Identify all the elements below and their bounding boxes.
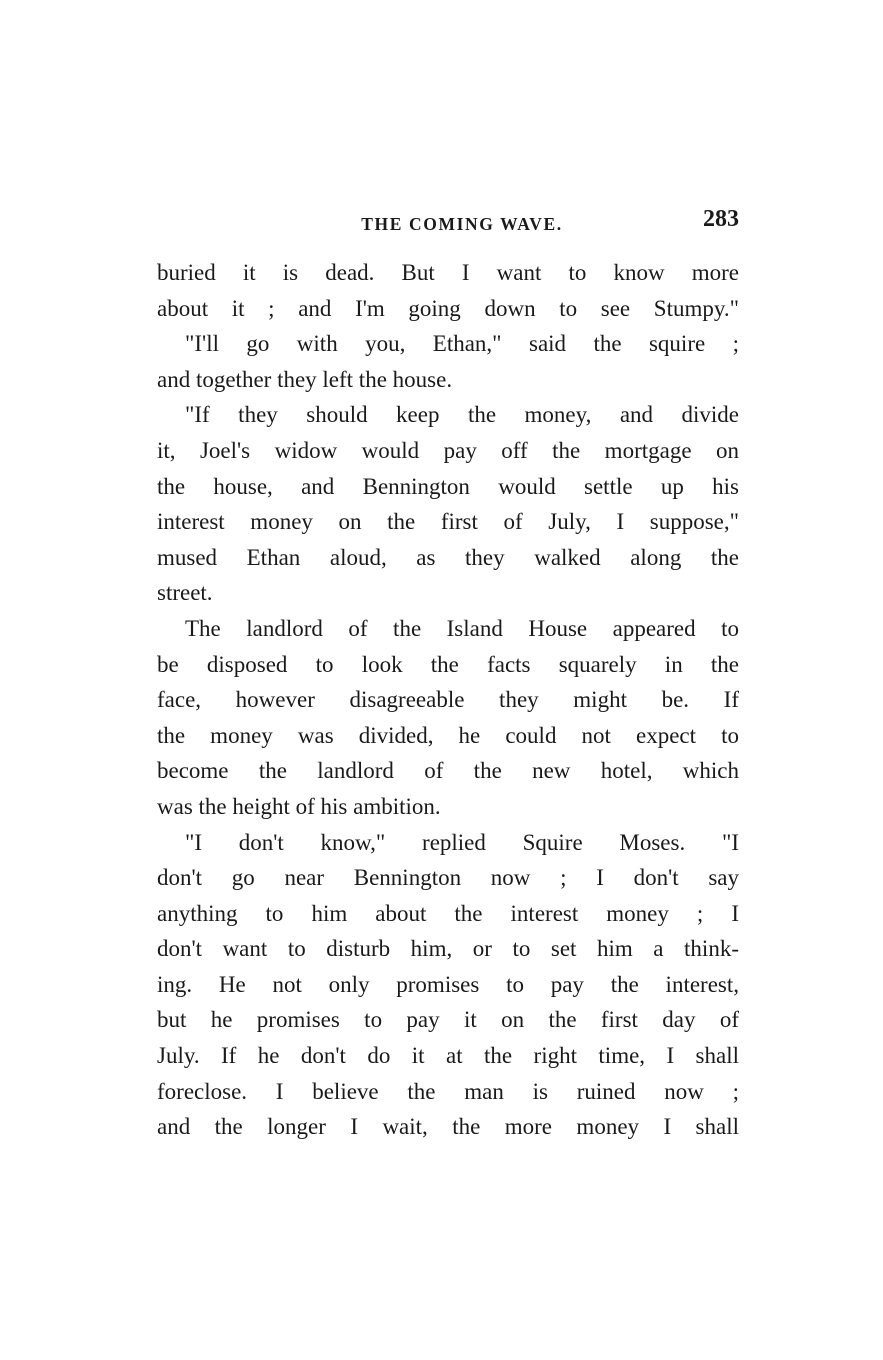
- text-line: was the height of his ambition.: [157, 793, 441, 819]
- text-line: anything to him about the interest money ; I: [157, 900, 739, 926]
- text-line: "If they should keep the money, and divide: [185, 402, 739, 428]
- text-line: and the longer I wait, the more money I shall: [157, 1114, 739, 1140]
- running-title: THE COMING WAVE.: [361, 214, 563, 234]
- text-line: it, Joel's widow would pay off the mortgage on: [157, 437, 739, 463]
- text-line: about it ; and I'm going down to see Stumpy.": [157, 295, 739, 321]
- text-line: the house, and Bennington would settle up his: [157, 473, 739, 499]
- text-line: don't go near Bennington now ; I don't say: [157, 865, 739, 891]
- text-line: The landlord of the Island House appeared to: [185, 615, 739, 641]
- text-line: foreclose. I believe the man is ruined now ;: [157, 1078, 739, 1104]
- text-line: street.: [157, 580, 213, 606]
- text-line: don't want to disturb him, or to set him a think-: [157, 936, 739, 962]
- text-line: the money was divided, he could not expect to: [157, 722, 739, 748]
- text-line: but he promises to pay it on the first day of: [157, 1007, 739, 1033]
- body-text: [157, 255, 739, 1145]
- text-line: interest money on the first of July, I suppose,": [157, 509, 739, 535]
- text-line: July. If he don't do it at the right time, I shall: [157, 1043, 739, 1069]
- text-line: buried it is dead. But I want to know more: [157, 260, 739, 285]
- text-line: be disposed to look the facts squarely in the: [157, 651, 739, 677]
- text-line: "I don't know," replied Squire Moses. "I: [185, 829, 739, 855]
- text-line: "I'll go with you, Ethan," said the squire ;: [185, 331, 739, 357]
- text-line: and together they left the house.: [157, 366, 453, 392]
- page-number: 283: [703, 206, 739, 232]
- text-line: mused Ethan aloud, as they walked along the: [157, 544, 739, 570]
- text-line: ing. He not only promises to pay the interest,: [157, 971, 739, 997]
- text-line: become the landlord of the new hotel, which: [157, 758, 739, 784]
- text-line: face, however disagreeable they might be. If: [157, 687, 739, 713]
- running-head: [157, 206, 739, 242]
